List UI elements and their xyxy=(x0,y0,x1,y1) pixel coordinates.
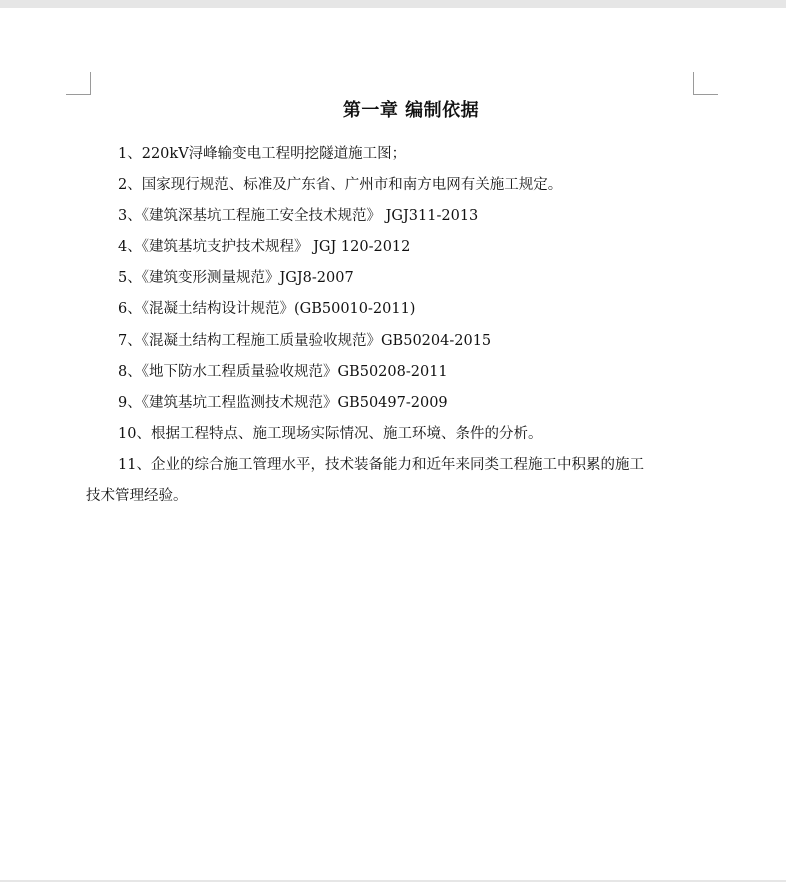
page-title: 第一章 编制依据 xyxy=(342,100,480,121)
basis-item-4: 4、《建筑基坑支护技术规程》 JGJ 120-2012 xyxy=(118,239,411,255)
basis-item-8: 8、《地下防水工程质量验收规范》GB50208-2011 xyxy=(118,364,448,380)
basis-item-5: 5、《建筑变形测量规范》JGJ8-2007 xyxy=(118,270,354,286)
margin-corner-top-left xyxy=(66,72,91,95)
basis-item-1: 1、220kV浔峰输变电工程明挖隧道施工图； xyxy=(118,146,407,162)
margin-corner-top-right xyxy=(693,72,718,95)
basis-item-11-continuation: 技术管理经验。 xyxy=(86,488,188,504)
document-page xyxy=(0,8,786,880)
basis-item-6: 6、《混凝土结构设计规范》(GB50010-2011) xyxy=(118,301,416,317)
basis-item-3: 3、《建筑深基坑工程施工安全技术规范》 JGJ311-2013 xyxy=(118,208,479,224)
basis-item-11: 11、企业的综合施工管理水平，技术装备能力和近年来同类工程施工中积累的施工 xyxy=(118,457,644,473)
basis-item-7: 7、《混凝土结构工程施工质量验收规范》GB50204-2015 xyxy=(118,333,492,349)
basis-item-10: 10、根据工程特点、施工现场实际情况、施工环境、条件的分析。 xyxy=(118,426,543,442)
basis-item-9: 9、《建筑基坑工程监测技术规范》GB50497-2009 xyxy=(118,395,448,411)
top-toolbar-edge xyxy=(0,0,786,8)
basis-item-2: 2、国家现行规范、标准及广东省、广州市和南方电网有关施工规定。 xyxy=(118,177,563,193)
